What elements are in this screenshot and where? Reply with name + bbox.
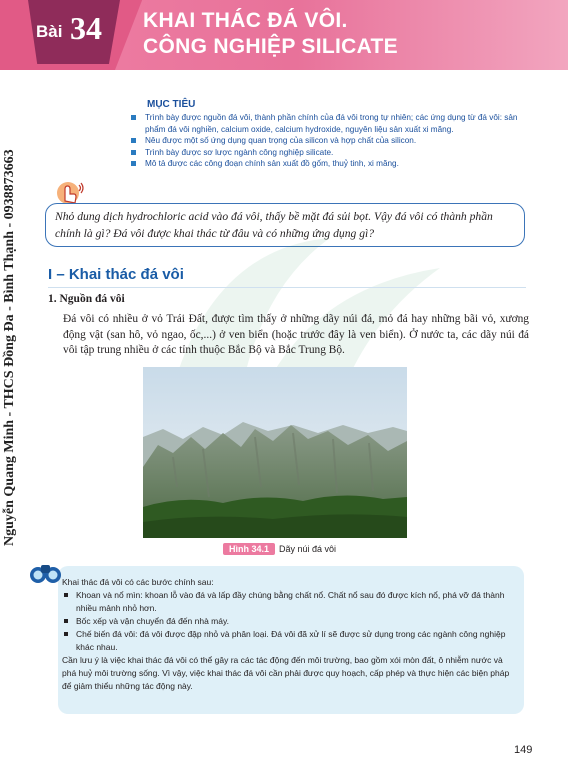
info-conclusion: Cần lưu ý là việc khai thác đá vôi có thể gây ra các tác động đến môi trường, bao gồm xói mòn đất, ô nhiễm nước và phá huỷ môi trường sống. Vì vậy, việc khai thác đá vôi cần phải được quy hoạch, cấp phép và thực hiện các biện pháp để giảm thiểu những tác động này.: [62, 655, 510, 691]
mining-steps-list: [62, 589, 514, 654]
body-paragraph: Đá vôi có nhiều ở vỏ Trái Đất, được tìm thấy ở những dãy núi đá, mỏ đá hay những bãi vỏ, xương động vật (san hô, vỏ ngao, ốc,...) ở ven biển (hoặc trước đây là ven biển). Ở nước ta, các dãy núi đá vôi tập trung nhiều ở các tỉnh thuộc Bắc Bộ và Bắc Trung Bộ.: [63, 313, 529, 356]
lesson-title: [143, 8, 398, 60]
title-line-1: KHAI THÁC ĐÁ VÔI.: [143, 9, 348, 32]
mining-step: Bốc xếp và vận chuyển đá đến nhà máy.: [62, 615, 514, 628]
lesson-word: Bài: [36, 22, 63, 41]
lesson-number: 34: [70, 10, 102, 46]
intro-question: Nhỏ dung dịch hydrochloric acid vào đá vôi, thấy bề mặt đá sủi bọt. Vậy đá vôi có thành phần chính là gì? Đá vôi được khai thác từ đâu và có những ứng dụng gì?: [55, 210, 493, 240]
info-intro: Khai thác đá vôi có các bước chính sau:: [62, 577, 214, 587]
info-box-content: [62, 576, 514, 693]
side-watermark-text: Nguyễn Quang Minh - THCS Đồng Đa - Bình Thạnh - 0938873663: [2, 149, 17, 546]
section-heading: I – Khai thác đá vôi: [48, 266, 184, 283]
section-divider: [48, 287, 526, 288]
objective-item: Nêu được một số ứng dụng quan trọng của silicon và hợp chất của silicon.: [126, 135, 526, 147]
mining-step: Chế biến đá vôi: đá vôi được đập nhỏ và phân loại. Đá vôi đã xử lí sẽ được sử dụng trong các ngành công nghiệp khác nhau.: [62, 628, 514, 654]
objectives-list: [126, 112, 526, 170]
title-line-2: CÔNG NGHIỆP SILICATE: [143, 35, 398, 58]
limestone-mountains-photo: [143, 367, 407, 538]
subsection-heading: 1. Nguồn đá vôi: [48, 293, 125, 305]
mining-step: Khoan và nổ mìn: khoan lỗ vào đá và lấp đầy chúng bằng chất nổ. Chất nổ sau đó được kích nổ, phá vỡ đá thành nhiều mảnh nhỏ hơn.: [62, 589, 514, 615]
objective-item: Trình bày được sơ lược ngành công nghiệp silicate.: [126, 147, 526, 159]
figure-label: Hình 34.1: [223, 543, 275, 555]
binoculars-icon: [28, 558, 64, 586]
objectives-title: MỤC TIÊU: [147, 99, 196, 110]
figure-caption: Dãy núi đá vôi: [279, 544, 337, 554]
page-number: 149: [514, 744, 533, 756]
objective-item: Mô tả được các công đoạn chính sản xuất đồ gốm, thuỷ tinh, xi măng.: [126, 158, 526, 170]
objective-item: Trình bày được nguồn đá vôi, thành phần chính của đá vôi trong tự nhiên; các ứng dụng từ đá vôi: sản phẩm đá vôi nghiền, calcium oxide, calcium hydroxide, nguyên liệu sản xuất xi măng.: [126, 112, 526, 135]
